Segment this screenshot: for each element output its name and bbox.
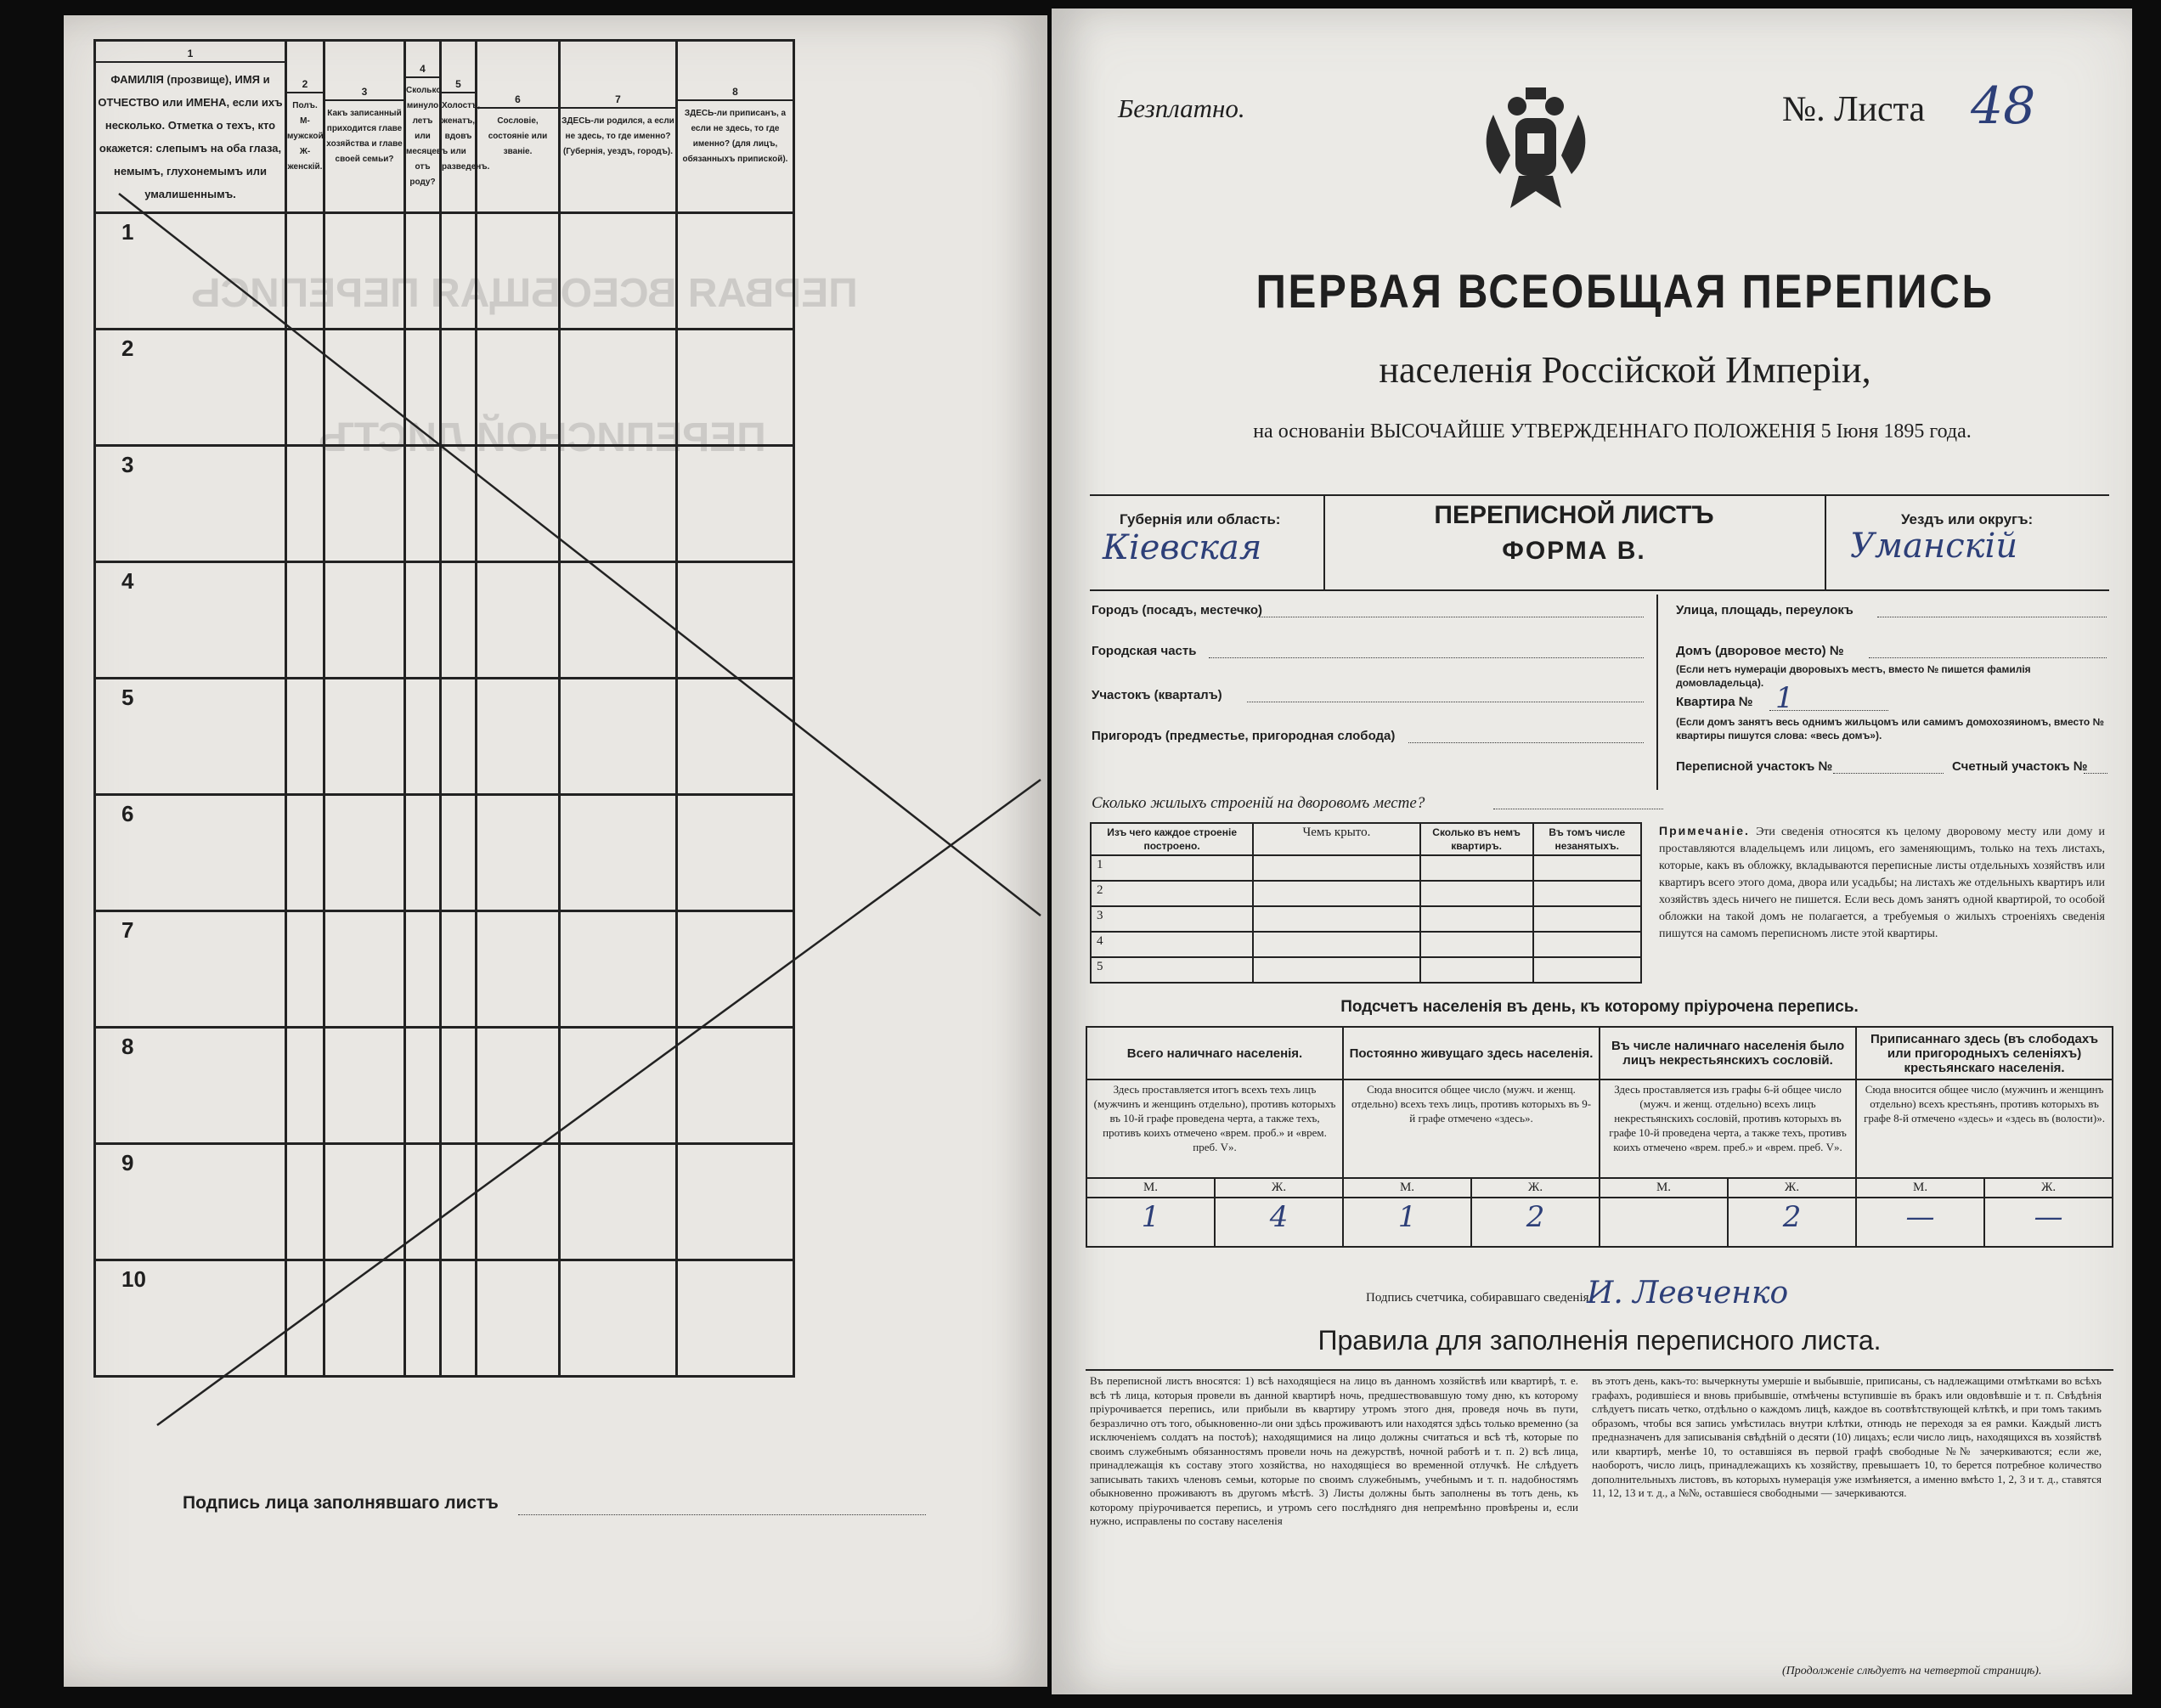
street-label: Улица, площадь, переулокъ [1676, 603, 1853, 617]
filler-signature-line [518, 1514, 926, 1515]
sheet-number-value: 48 [1971, 76, 2036, 136]
row-number: 2 [121, 335, 134, 361]
header-divider [1825, 494, 1826, 589]
rules-column-2: въ этотъ день, какъ-то: вычеркнуты умершіе и выбывшіе, приписаны, съ надлежащими отмѣтками во всѣхъ графахъ, родившіеся и вновь прибывшіе, отмѣчены вступившіе въ бракъ или овдовѣвшіе и т. п. Свѣдѣнія слѣдуетъ писать четко, отдѣльно о каждомъ лицѣ, каждое въ соотвѣтствующей клѣткѣ, и при томъ такимъ образомъ, чтобы вся запись умѣстилась внутри клѣтки, отнюдь не переходя за ея рамки. Каждый листъ предназначенъ для записыванія свѣдѣній о десяти (10) лицахъ; если число лицъ, находящихся въ хозяйствѣ или квартирѣ, менѣе 10, то оставшіяся въ первой графѣ свободные №№ зачеркиваются; если же, наоборотъ, число лицъ, принадлежащихъ къ хозяйству, превышаетъ 10, то берется потребное количество дополнительныхъ листовъ, въ которыхъ нумерація уже измѣняется, а именно вмѣсто 1, 2, 3 и т. д., ставятся 11, 12, 13 и т. д., а №№, оставшіеся свободными — зачеркиваются. [1592, 1374, 2102, 1499]
table-row: 4 [1091, 932, 1641, 957]
suburb-label: Пригородъ (предместье, пригородная слобода) [1092, 729, 1396, 743]
apartment-value: 1 [1775, 681, 1794, 715]
apartment-note: (Если домъ занятъ весь однимъ жильцомъ или самимъ домохозяиномъ, вместо № квартиры пишутся слова: «весь домъ»). [1676, 716, 2104, 741]
bleed-through-text: ПЕРЕПИСНОЙ ЛИСТЪ [319, 415, 766, 460]
buildings-table [1090, 822, 1642, 984]
column-header-8: 8 ЗДЕСЬ-ли приписанъ, а если не здесь, то где именно? (для лицъ, обязанныхъ припиской). [677, 41, 794, 213]
buildings-header-row: Изъ чего каждое строеніе построено. Чемъ крыто. Сколько въ немъ квартиръ. Въ томъ числе незанятыхъ. [1091, 823, 1641, 855]
buildings-note: Примечаніе. Эти сведенія относятся къ целому дворовому месту или дому и проставляются владельцемъ или лицомъ, его заменяющимъ, только на техъ листахъ, которые, какъ въ обложку, вкладываются переписные листы отдельныхъ хозяйствъ или квартиръ всего этого дома, двора или усадьбы; на листахъ же отдельныхъ квартиръ или хозяйствъ здесь ничего не пишется. Если весь домъ занятъ одной квартирой, то особой обложки на такой домъ не полагается, а требуемыя о жилыхъ строеніяхъ сведенія пишутся на самомъ переписномъ листе этой квартиры. [1659, 824, 2105, 940]
census-precinct-line [1833, 773, 1944, 774]
suburb-line [1408, 742, 1644, 743]
rules-title: Правила для заполненія переписного листа. [1317, 1325, 1882, 1356]
count-value: 2 [1471, 1198, 1600, 1247]
row-number: 1 [121, 219, 134, 245]
rules-column-1: Въ переписной листъ вносятся: 1) всѣ находящіеся на лицо въ данномъ хозяйствѣ или квартирѣ, т. е. всѣ тѣ лица, которыя провели въ данной квартирѣ ночь, предшествовавшую тому дню, къ которому пріурочивается перепись, или прибыли въ квартиру утромъ этого дня, проведя ночь въ пути, безразлично отъ того, обыкновенно-ли они здѣсь проживаютъ или находятся здѣсь только временно (за исключеніемъ солдатъ на постоѣ); находящимися на лицо должны считаться и всѣ тѣ, которые по своимъ служебнымъ обязанностямъ провели ночь на дежурствѣ, ночной работѣ и т. п. 2) всѣ лица, принадлежащія къ составу этого хозяйства, но находящіеся во временной отлучкѣ. Не слѣдуетъ записывать такихъ членовъ семьи, которые по своимъ служебнымъ, учебнымъ и т. п. надобностямъ обыкновенно проживаютъ въ другомъ мѣстѣ. 3) Листы должны быть заполнены въ тотъ день, къ которому пріурочивается перепись, и утромъ сего послѣдняго дня непремѣнно провѣрены и, если нужно, исправлены по составу населенія [1090, 1374, 1578, 1527]
count-value: — [1856, 1198, 1984, 1247]
row-number: 7 [121, 917, 134, 943]
right-page [1052, 8, 2132, 1694]
count-values-row [1086, 1198, 2113, 1247]
column-header-3: 3 Какъ записанный приходится главе хозяйства и главе своей семьи? [324, 41, 405, 213]
row-number: 8 [121, 1034, 134, 1059]
count-value: 4 [1215, 1198, 1343, 1247]
sex-label-row: М. Ж. М. Ж. М. Ж. М. Ж. [1086, 1178, 2113, 1198]
table-row: 1 [1091, 855, 1641, 881]
count-header-row: Всего наличнаго населенія. Постоянно живущаго здесь населенія. Въ числе наличнаго населенія было лицъ некрестьянскихъ сословій. Приписаннаго здесь (въ слободахъ или пригородныхъ селеніяхъ) крестьянскаго населенія. [1086, 1027, 2113, 1079]
header-rule [1090, 589, 2109, 591]
row-number: 9 [121, 1150, 134, 1175]
double-headed-eagle-emblem [1476, 81, 1595, 221]
count-value: 1 [1086, 1198, 1215, 1247]
census-precinct-label: Переписной участокъ № [1676, 759, 1833, 774]
city-label: Городъ (посадъ, местечко) [1092, 603, 1263, 617]
apartment-line [1769, 710, 1888, 711]
apartment-label: Квартира № [1676, 695, 1753, 709]
column-header-4: 4 Сколько минуло летъ или месяцевъ отъ роду? [405, 41, 441, 213]
cross-out-lines [64, 15, 1047, 1687]
gubernia-value: Кіевская [1103, 528, 1262, 567]
uezd-value: Уманскій [1850, 527, 2018, 566]
city-part-label: Городская часть [1092, 644, 1197, 658]
table-row: 3 [1091, 906, 1641, 932]
counter-signature-value: И. Левченко [1587, 1276, 1789, 1311]
city-part-line [1209, 657, 1644, 658]
legal-basis: на основаніи ВЫСОЧАЙШЕ УТВЕРЖДЕННАГО ПОЛОЖЕНІЯ 5 Іюня 1895 года. [1253, 420, 1972, 443]
house-note: (Если нетъ нумераціи дворовыхъ местъ, вместо № пишется фамилія домовладельца). [1676, 663, 2031, 689]
document-title: ПЕРВАЯ ВСЕОБЩАЯ ПЕРЕПИСЬ [1255, 264, 1995, 318]
header-rule [1090, 494, 2109, 496]
document-subtitle: населенія Россійской Имперіи, [1379, 349, 1871, 391]
column-header-1: 1 ФАМИЛІЯ (прозвище), ИМЯ и ОТЧЕСТВО или ИМЕНА, если ихъ несколько. Отметка о техъ, кто окажется: слепымъ на оба глаза, немымъ, глухонемымъ или умалишеннымъ. [95, 41, 286, 213]
count-precinct-label: Счетный участокъ № [1952, 759, 2088, 774]
house-line [1869, 657, 2107, 658]
header-divider [1323, 494, 1325, 589]
free-label: Безплатно. [1118, 93, 1245, 123]
column-header-7: 7 ЗДЕСЬ-ли родился, а если не здесь, то где именно? (Губернія, уездъ, городъ). [560, 41, 677, 213]
address-divider [1656, 595, 1658, 790]
count-precinct-line [2084, 773, 2107, 774]
count-description-row: Здесь проставляется итогъ всехъ техъ лицъ (мужчинъ и женщинъ отдельно), противъ которыхъ въ 10-й графе проведена черта, а также техъ, противъ коихъ отмечено «врем. проб.» и «врем. преб. V». Сюда вносится общее число (мужч. и женщ. отдельно) всехъ техъ лицъ, противъ которыхъ въ 9-й графе отмечено «здесь». Здесь проставляется изъ графы 6-й общее число (мужч. и женщ. отдельно) всехъ лицъ некрестьянскихъ сословій, противъ которыхъ въ графе 10-й проведена черта, а также техъ, противъ коихъ отмечено «врем. преб.» и «врем. преб. V». Сюда вносится общее число (мужчинъ и женщинъ отдельно) всехъ крестьянъ, противъ которыхъ въ графе 8-й отмечено «здесь» и «здесь въ (волости)». [1086, 1079, 2113, 1178]
population-count-table [1086, 1026, 2113, 1248]
row-number: 10 [121, 1266, 146, 1292]
form-label: ФОРМА В. [1502, 537, 1646, 565]
filler-signature-label: Подпись лица заполнявшаго листъ [183, 1493, 499, 1513]
row-number: 3 [121, 452, 134, 477]
row-number: 6 [121, 801, 134, 826]
continuation-note: (Продолженіе слѣдуетъ на четвертой страницѣ). [1782, 1665, 2042, 1677]
count-value: 2 [1728, 1198, 1856, 1247]
table-row: 2 [1091, 881, 1641, 906]
row-number: 4 [121, 568, 134, 594]
counter-signature-label: Подпись счетчика, собиравшаго сведенія [1366, 1291, 1589, 1305]
bleed-through-text: ПЕРВАЯ ВСЕОБЩАЯ ПЕРЕПИСЬ [191, 271, 858, 316]
population-count-title: Подсчетъ населенія въ день, къ которому пріурочена перепись. [1340, 998, 1859, 1016]
count-value: 1 [1343, 1198, 1471, 1247]
rules-rule [1086, 1369, 2113, 1371]
left-page [64, 15, 1047, 1687]
sheet-number-label: №. Листа [1782, 90, 1926, 129]
buildings-question: Сколько жилыхъ строеній на дворовомъ месте? [1092, 794, 1425, 812]
row-number: 5 [121, 685, 134, 710]
gubernia-label: Губернія или область: [1120, 511, 1281, 527]
count-value: — [1984, 1198, 2113, 1247]
count-value [1600, 1198, 1728, 1247]
column-header-6: 6 Сословіе, состояніе или званіе. [477, 41, 560, 213]
column-header-5: 5 Холостъ, женатъ, вдовъ или разведенъ. [441, 41, 477, 213]
house-label: Домъ (дворовое место) № [1676, 644, 1844, 658]
table-row: 5 [1091, 957, 1641, 983]
column-header-2: 2 Полъ. М-мужской. Ж-женскій. [286, 41, 324, 213]
uezd-label: Уездъ или округъ: [1901, 511, 2034, 527]
precinct-label: Участокъ (кварталъ) [1092, 688, 1222, 702]
sheet-title: ПЕРЕПИСНОЙ ЛИСТЪ [1434, 501, 1714, 529]
